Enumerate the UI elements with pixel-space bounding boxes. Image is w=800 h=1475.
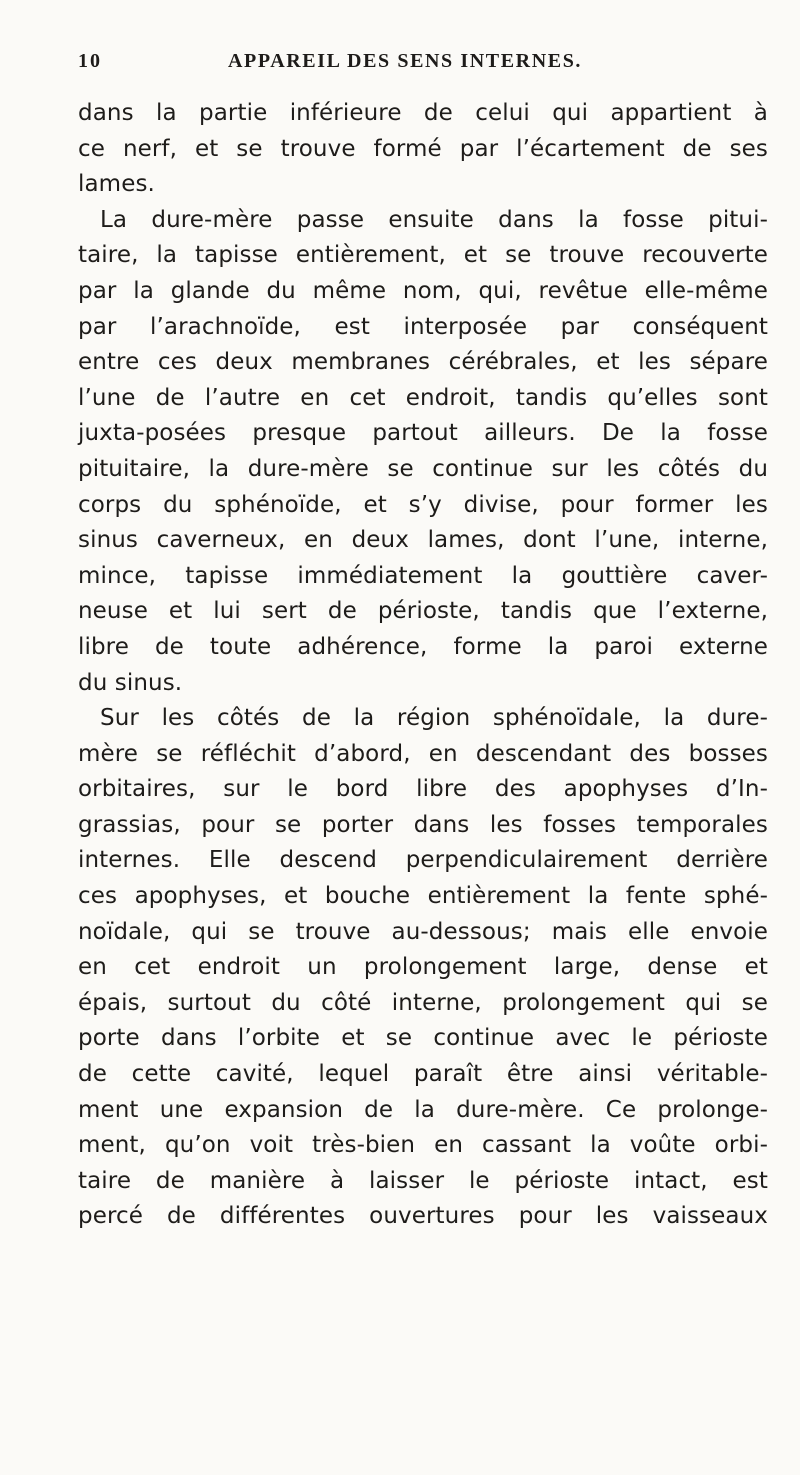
text-line: par l’arachnoïde, est interposée par conséquent (78, 313, 768, 340)
text-line: de cette cavité, lequel paraît être ainsi véritable- (78, 1061, 768, 1088)
text-line: percé de différentes ouvertures pour les vaisseaux (78, 1203, 768, 1230)
text-line: l’une de l’autre en cet endroit, tandis qu’elles sont (78, 384, 768, 411)
paragraph-first-line: Sur les côtés de la région sphénoïdale, la dure- (100, 705, 768, 732)
text-line: internes. Elle descend perpendiculairement derrière (78, 847, 768, 874)
text-line: juxta-posées presque partout ailleurs. De la fosse (78, 420, 768, 447)
text-line: neuse et lui sert de périoste, tandis que l’externe, (78, 598, 768, 625)
text-line: orbitaires, sur le bord libre des apophyses d’In- (78, 776, 768, 803)
text-line: grassias, pour se porter dans les fosses temporales (78, 811, 768, 838)
text-line: noïdale, qui se trouve au-dessous; mais elle envoie (78, 918, 768, 945)
text-line: porte dans l’orbite et se continue avec le périoste (78, 1025, 768, 1052)
paragraph-first-line: La dure-mère passe ensuite dans la fosse pitui- (100, 206, 768, 233)
text-line: taire de manière à laisser le périoste intact, est (78, 1167, 768, 1194)
text-line: pituitaire, la dure-mère se continue sur les côtés du (78, 455, 768, 482)
text-line: taire, la tapisse entièrement, et se trouve recouverte (78, 242, 768, 269)
text-line: ment, qu’on voit très-bien en cassant la voûte orbi- (78, 1132, 768, 1159)
text-line: dans la partie inférieure de celui qui appartient à (78, 100, 768, 126)
text-line: ces apophyses, et bouche entièrement la fente sphé- (78, 883, 768, 910)
text-line: corps du sphénoïde, et s’y divise, pour former les (78, 491, 768, 518)
text-line: épais, surtout du côté interne, prolongement qui se (78, 989, 768, 1016)
text-line: ment une expansion de la dure-mère. Ce prolonge- (78, 1096, 768, 1123)
text-line: mère se réfléchit d’abord, en descendant des bosses (78, 740, 768, 767)
text-line: lames. (78, 171, 155, 198)
text-line: ce nerf, et se trouve formé par l’écartement de ses (78, 135, 768, 162)
running-head-title: APPAREIL DES SENS INTERNES. (228, 50, 583, 72)
text-line: sinus caverneux, en deux lames, dont l’une, interne, (78, 527, 768, 554)
page-number: 10 (78, 50, 102, 72)
text-line: en cet endroit un prolongement large, dense et (78, 954, 768, 981)
text-line: par la glande du même nom, qui, revêtue elle-même (78, 277, 768, 304)
text-line: mince, tapisse immédiatement la gouttière caver- (78, 562, 768, 589)
text-line: entre ces deux membranes cérébrales, et les sépare (78, 349, 768, 376)
text-line: libre de toute adhérence, forme la paroi externe (78, 633, 768, 660)
body-text (78, 96, 768, 1235)
text-line: du sinus. (78, 669, 183, 696)
running-head (78, 50, 768, 80)
